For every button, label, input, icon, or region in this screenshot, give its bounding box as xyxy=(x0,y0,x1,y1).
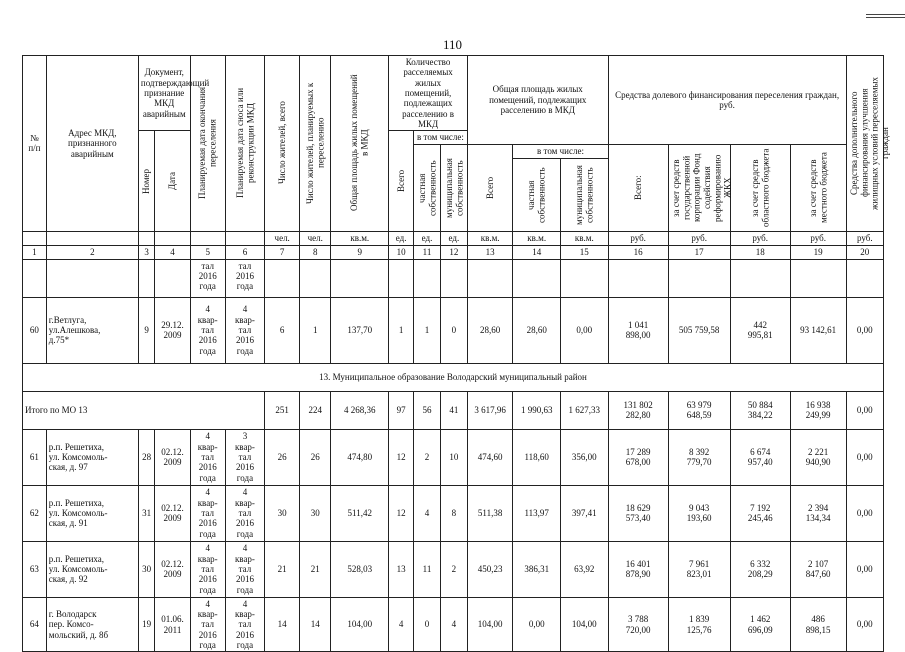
cell-demolish: 4 квар- тал 2016 года xyxy=(225,485,264,541)
col-index: 4 xyxy=(155,245,190,259)
cell-funds-regional: 6 332 208,29 xyxy=(730,541,790,597)
cell-count-total: 13 xyxy=(389,541,414,597)
col-index: 17 xyxy=(668,245,730,259)
header-total-area xyxy=(331,56,389,232)
cell-area-municipal: 397,41 xyxy=(560,485,608,541)
units-row xyxy=(23,231,884,245)
cell-count-municipal: 2 xyxy=(440,541,467,597)
col-index: 20 xyxy=(846,245,883,259)
unit-cell: кв.м. xyxy=(560,231,608,245)
cell-count-private: 1 xyxy=(414,297,441,363)
header-document: Документ, подтверждающий признание МКД аварийным xyxy=(138,56,190,131)
unit-cell xyxy=(138,231,155,245)
col-index: 5 xyxy=(190,245,225,259)
header-funds-regional-text: за счет средств областного бюджета xyxy=(749,148,771,227)
header-plan-demolish-text: Планируемая дата сноса или реконструкции МКД xyxy=(234,88,255,199)
header-count-total-text: Всего xyxy=(395,170,406,193)
column-index-row xyxy=(23,245,884,259)
cell-address: р.п. Решетиха, ул. Комсомоль- ская, д. 97 xyxy=(46,429,138,485)
col-index: 13 xyxy=(467,245,513,259)
cell-address: г. Володарск пер. Комсо- мольский, д. 8б xyxy=(46,597,138,652)
cell-count-total: 4 xyxy=(389,597,414,652)
header-doc-number-text: Номер xyxy=(141,168,152,194)
cell-residents: 26 xyxy=(265,429,300,485)
cell-count-private: 2 xyxy=(414,429,441,485)
cell-funds-fund: 8 392 779,70 xyxy=(668,429,730,485)
subtotal-funds-local: 16 938 249,99 xyxy=(790,391,846,429)
header-row xyxy=(23,56,884,131)
cell-area-private: 118,60 xyxy=(513,429,561,485)
subtotal-label: Итого по МО 13 xyxy=(23,391,265,429)
header-area-group: Общая площадь жилых помещений, подлежащих расселению в МКД xyxy=(467,56,608,145)
header-residents-total xyxy=(265,56,300,232)
cell-area-total: 28,60 xyxy=(467,297,513,363)
cont-cell xyxy=(846,259,883,297)
cell-planned: 1 xyxy=(300,297,331,363)
cell-num: 62 xyxy=(23,485,47,541)
cell-area: 511,42 xyxy=(331,485,389,541)
cell-doc-number: 31 xyxy=(138,485,155,541)
cell-funds-regional: 442 995,81 xyxy=(730,297,790,363)
cell-address: г.Ветлуга, ул.Алешкова, д.75* xyxy=(46,297,138,363)
col-index: 11 xyxy=(414,245,441,259)
header-doc-number xyxy=(138,131,155,231)
subtotal-area-private: 1 990,63 xyxy=(513,391,561,429)
cont-cell xyxy=(608,259,668,297)
cell-residents: 21 xyxy=(265,541,300,597)
cell-demolish: 4 квар- тал 2016 года xyxy=(225,541,264,597)
cell-demolish: 3 квар- тал 2016 года xyxy=(225,429,264,485)
cont-cell xyxy=(23,259,47,297)
header-count-incl: в том числе: xyxy=(414,131,468,144)
unit-cell: руб. xyxy=(730,231,790,245)
cell-additional: 0,00 xyxy=(846,541,883,597)
cont-cell xyxy=(300,259,331,297)
header-total-area-text: Общая площадь жилых помещений в МКД xyxy=(349,75,370,212)
unit-cell: руб. xyxy=(846,231,883,245)
cell-num: 64 xyxy=(23,597,47,652)
header-residents-total-text: Число жителей, всего xyxy=(277,101,287,185)
unit-cell: руб. xyxy=(790,231,846,245)
cell-funds-total: 3 788 720,00 xyxy=(608,597,668,652)
cell-num: 63 xyxy=(23,541,47,597)
cell-count-private: 0 xyxy=(414,597,441,652)
header-plan-resettle-text: Планируемая дата окончания переселения xyxy=(197,87,218,200)
cont-cell xyxy=(138,259,155,297)
cell-demolish: 4 квар- тал 2016 года xyxy=(225,297,264,363)
header-doc-date xyxy=(155,131,190,231)
cell-demolish: 4 квар- тал 2016 года xyxy=(225,597,264,652)
cell-planned: 26 xyxy=(300,429,331,485)
table-row xyxy=(23,597,884,652)
cell-residents: 30 xyxy=(265,485,300,541)
cell-doc-date: 02.12. 2009 xyxy=(155,429,190,485)
unit-cell: чел. xyxy=(265,231,300,245)
subtotal-funds-total: 131 802 282,80 xyxy=(608,391,668,429)
subtotal-area-municipal: 1 627,33 xyxy=(560,391,608,429)
section-row xyxy=(23,363,884,391)
header-funds-regional xyxy=(730,144,790,231)
cell-doc-date: 29.12. 2009 xyxy=(155,297,190,363)
cell-address: р.п. Решетиха, ул. Комсомоль- ская, д. 92 xyxy=(46,541,138,597)
cell-doc-date: 02.12. 2009 xyxy=(155,541,190,597)
cell-funds-total: 17 289 678,00 xyxy=(608,429,668,485)
cell-area-total: 474,60 xyxy=(467,429,513,485)
cell-funds-regional: 7 192 245,46 xyxy=(730,485,790,541)
cell-planned: 14 xyxy=(300,597,331,652)
header-funds-local-text: за счет средств местного бюджета xyxy=(807,152,829,224)
cont-cell xyxy=(467,259,513,297)
header-num: № п/п xyxy=(23,56,47,232)
cell-area-municipal: 0,00 xyxy=(560,297,608,363)
cell-doc-date: 01.06. 2011 xyxy=(155,597,190,652)
cell-funds-local: 2 107 847,60 xyxy=(790,541,846,597)
unit-cell: ед. xyxy=(414,231,441,245)
cell-area-total: 104,00 xyxy=(467,597,513,652)
cell-funds-local: 486 898,15 xyxy=(790,597,846,652)
header-count-municipal xyxy=(440,144,467,231)
header-area-incl-cell xyxy=(513,144,608,231)
subtotal-count-total: 97 xyxy=(389,391,414,429)
subtotal-count-municipal: 41 xyxy=(440,391,467,429)
cell-funds-total: 1 041 898,00 xyxy=(608,297,668,363)
header-plan-demolish xyxy=(225,56,264,232)
cell-residents: 14 xyxy=(265,597,300,652)
cell-count-total: 1 xyxy=(389,297,414,363)
col-index: 18 xyxy=(730,245,790,259)
subtotal-count-private: 56 xyxy=(414,391,441,429)
cell-funds-total: 16 401 878,90 xyxy=(608,541,668,597)
unit-cell: руб. xyxy=(668,231,730,245)
cell-additional: 0,00 xyxy=(846,297,883,363)
cell-count-municipal: 10 xyxy=(440,429,467,485)
subtotal-row xyxy=(23,391,884,429)
cell-resettle: 4 квар- тал 2016 года xyxy=(190,485,225,541)
subtotal-additional: 0,00 xyxy=(846,391,883,429)
cell-area-total: 450,23 xyxy=(467,541,513,597)
header-area-private-text: частная собственность xyxy=(526,167,547,223)
cell-address: р.п. Решетиха, ул. Комсомоль- ская, д. 91 xyxy=(46,485,138,541)
unit-cell: кв.м. xyxy=(467,231,513,245)
header-funds-group: Средства долевого финансирования переселения граждан, руб. xyxy=(608,56,846,145)
cell-doc-number: 19 xyxy=(138,597,155,652)
unit-cell: кв.м. xyxy=(513,231,561,245)
cell-funds-fund: 1 839 125,76 xyxy=(668,597,730,652)
cell-additional: 0,00 xyxy=(846,597,883,652)
col-index: 16 xyxy=(608,245,668,259)
cell-funds-local: 2 221 940,90 xyxy=(790,429,846,485)
cell-doc-number: 9 xyxy=(138,297,155,363)
cell-num: 61 xyxy=(23,429,47,485)
unit-cell xyxy=(23,231,47,245)
cell-num: 60 xyxy=(23,297,47,363)
header-residents-planned-text: Число жителей, планируемых к переселению xyxy=(304,82,326,204)
header-additional xyxy=(846,56,890,232)
cell-area-total: 511,38 xyxy=(467,485,513,541)
header-funds-fund-text: за счет средств государственной корпорации Фонд содействия реформированию ЖКХ xyxy=(670,153,733,222)
header-funds-total xyxy=(608,144,668,231)
cell-count-private: 11 xyxy=(414,541,441,597)
cell-count-private: 4 xyxy=(414,485,441,541)
col-index: 19 xyxy=(790,245,846,259)
col-index: 3 xyxy=(138,245,155,259)
cont-cell xyxy=(155,259,190,297)
unit-cell xyxy=(190,231,225,245)
cell-funds-fund: 9 043 193,60 xyxy=(668,485,730,541)
cell-count-municipal: 0 xyxy=(440,297,467,363)
cell-funds-regional: 6 674 957,40 xyxy=(730,429,790,485)
cell-area-municipal: 104,00 xyxy=(560,597,608,652)
section-title: 13. Муниципальное образование Володарский муниципальный район xyxy=(23,363,884,391)
cell-area-municipal: 356,00 xyxy=(560,429,608,485)
page-number: 110 xyxy=(442,37,463,52)
cell-area: 474,80 xyxy=(331,429,389,485)
cell-additional: 0,00 xyxy=(846,429,883,485)
header-area-municipal xyxy=(560,159,607,231)
header-count-private-text: частная собственность xyxy=(416,159,437,216)
table-row xyxy=(23,541,884,597)
col-index: 1 xyxy=(23,245,47,259)
subtotal-funds-regional: 50 884 384,22 xyxy=(730,391,790,429)
cell-doc-number: 28 xyxy=(138,429,155,485)
cell-planned: 30 xyxy=(300,485,331,541)
cell-doc-number: 30 xyxy=(138,541,155,597)
col-index: 9 xyxy=(331,245,389,259)
cell-area-private: 28,60 xyxy=(513,297,561,363)
resettlement-table xyxy=(22,55,890,652)
col-index: 7 xyxy=(265,245,300,259)
header-address: Адрес МКД, признанного аварийным xyxy=(46,56,138,232)
col-index: 2 xyxy=(46,245,138,259)
cell-doc-date: 02.12. 2009 xyxy=(155,485,190,541)
cell-area: 137,70 xyxy=(331,297,389,363)
header-funds-total-text: Всего: xyxy=(632,175,643,201)
continuation-row xyxy=(23,259,884,297)
cell-funds-local: 2 394 134,34 xyxy=(790,485,846,541)
cont-cell xyxy=(389,259,414,297)
unit-cell xyxy=(225,231,264,245)
cell-funds-total: 18 629 573,40 xyxy=(608,485,668,541)
unit-cell xyxy=(155,231,190,245)
header-area-incl: в том числе: xyxy=(513,145,607,159)
col-index: 10 xyxy=(389,245,414,259)
subtotal-area: 4 268,36 xyxy=(331,391,389,429)
unit-cell xyxy=(46,231,138,245)
table-row xyxy=(23,297,884,363)
cell-area-private: 113,97 xyxy=(513,485,561,541)
cell-resettle: 4 квар- тал 2016 года xyxy=(190,541,225,597)
cell-additional: 0,00 xyxy=(846,485,883,541)
cell-area: 528,03 xyxy=(331,541,389,597)
header-additional-text: Средства дополнительного финансирования улучшения жилищных условий переселяемых граждан xyxy=(848,76,890,210)
subtotal-residents: 251 xyxy=(265,391,300,429)
header-funds-fund xyxy=(668,144,733,231)
table-row xyxy=(23,429,884,485)
cont-cell xyxy=(265,259,300,297)
header-residents-planned xyxy=(300,56,331,232)
unit-cell: ед. xyxy=(440,231,467,245)
cell-count-total: 12 xyxy=(389,485,414,541)
unit-cell: ед. xyxy=(389,231,414,245)
header-count-private xyxy=(414,144,441,231)
cont-resettle: тал 2016 года xyxy=(190,259,225,297)
cont-cell xyxy=(730,259,790,297)
header-area-municipal-text: муниципальная собственность xyxy=(573,165,595,225)
unit-cell: руб. xyxy=(608,231,668,245)
cell-residents: 6 xyxy=(265,297,300,363)
cont-cell xyxy=(668,259,730,297)
cont-cell xyxy=(414,259,441,297)
cell-funds-fund: 7 961 823,01 xyxy=(668,541,730,597)
unit-cell: кв.м. xyxy=(331,231,389,245)
cell-funds-fund: 505 759,58 xyxy=(668,297,730,363)
header-area-total-text: Всего xyxy=(484,176,495,199)
cell-area-municipal: 63,92 xyxy=(560,541,608,597)
cont-cell xyxy=(46,259,138,297)
col-index: 15 xyxy=(560,245,608,259)
top-rule xyxy=(866,17,905,18)
header-count-municipal-text: муниципальная собственность xyxy=(443,157,464,218)
cell-area-private: 0,00 xyxy=(513,597,561,652)
area-incl-subtable xyxy=(513,145,607,231)
cell-planned: 21 xyxy=(300,541,331,597)
top-rule xyxy=(866,14,905,15)
unit-cell: чел. xyxy=(300,231,331,245)
col-index: 8 xyxy=(300,245,331,259)
col-index: 14 xyxy=(513,245,561,259)
col-index: 12 xyxy=(440,245,467,259)
cell-resettle: 4 квар- тал 2016 года xyxy=(190,597,225,652)
cell-count-municipal: 4 xyxy=(440,597,467,652)
cell-area: 104,00 xyxy=(331,597,389,652)
cont-cell xyxy=(440,259,467,297)
cell-resettle: 4 квар- тал 2016 года xyxy=(190,297,225,363)
header-count-group: Количество расселяемых жилых помещений, подлежащих расселению в МКД xyxy=(389,56,468,131)
subtotal-area-total: 3 617,96 xyxy=(467,391,513,429)
table-row xyxy=(23,485,884,541)
header-area-private xyxy=(513,159,560,231)
cont-cell xyxy=(790,259,846,297)
header-area-total xyxy=(467,144,513,231)
col-index: 6 xyxy=(225,245,264,259)
cell-area-private: 386,31 xyxy=(513,541,561,597)
header-doc-date-text: Дата xyxy=(167,172,178,191)
cell-count-municipal: 8 xyxy=(440,485,467,541)
header-count-total xyxy=(389,131,414,231)
cont-demolish: тал 2016 года xyxy=(225,259,264,297)
cont-cell xyxy=(560,259,608,297)
cell-funds-regional: 1 462 696,09 xyxy=(730,597,790,652)
cont-cell xyxy=(513,259,561,297)
cell-funds-local: 93 142,61 xyxy=(790,297,846,363)
subtotal-planned: 224 xyxy=(300,391,331,429)
cell-count-total: 12 xyxy=(389,429,414,485)
header-funds-local xyxy=(790,144,846,231)
subtotal-funds-fund: 63 979 648,59 xyxy=(668,391,730,429)
cont-cell xyxy=(331,259,389,297)
cell-resettle: 4 квар- тал 2016 года xyxy=(190,429,225,485)
